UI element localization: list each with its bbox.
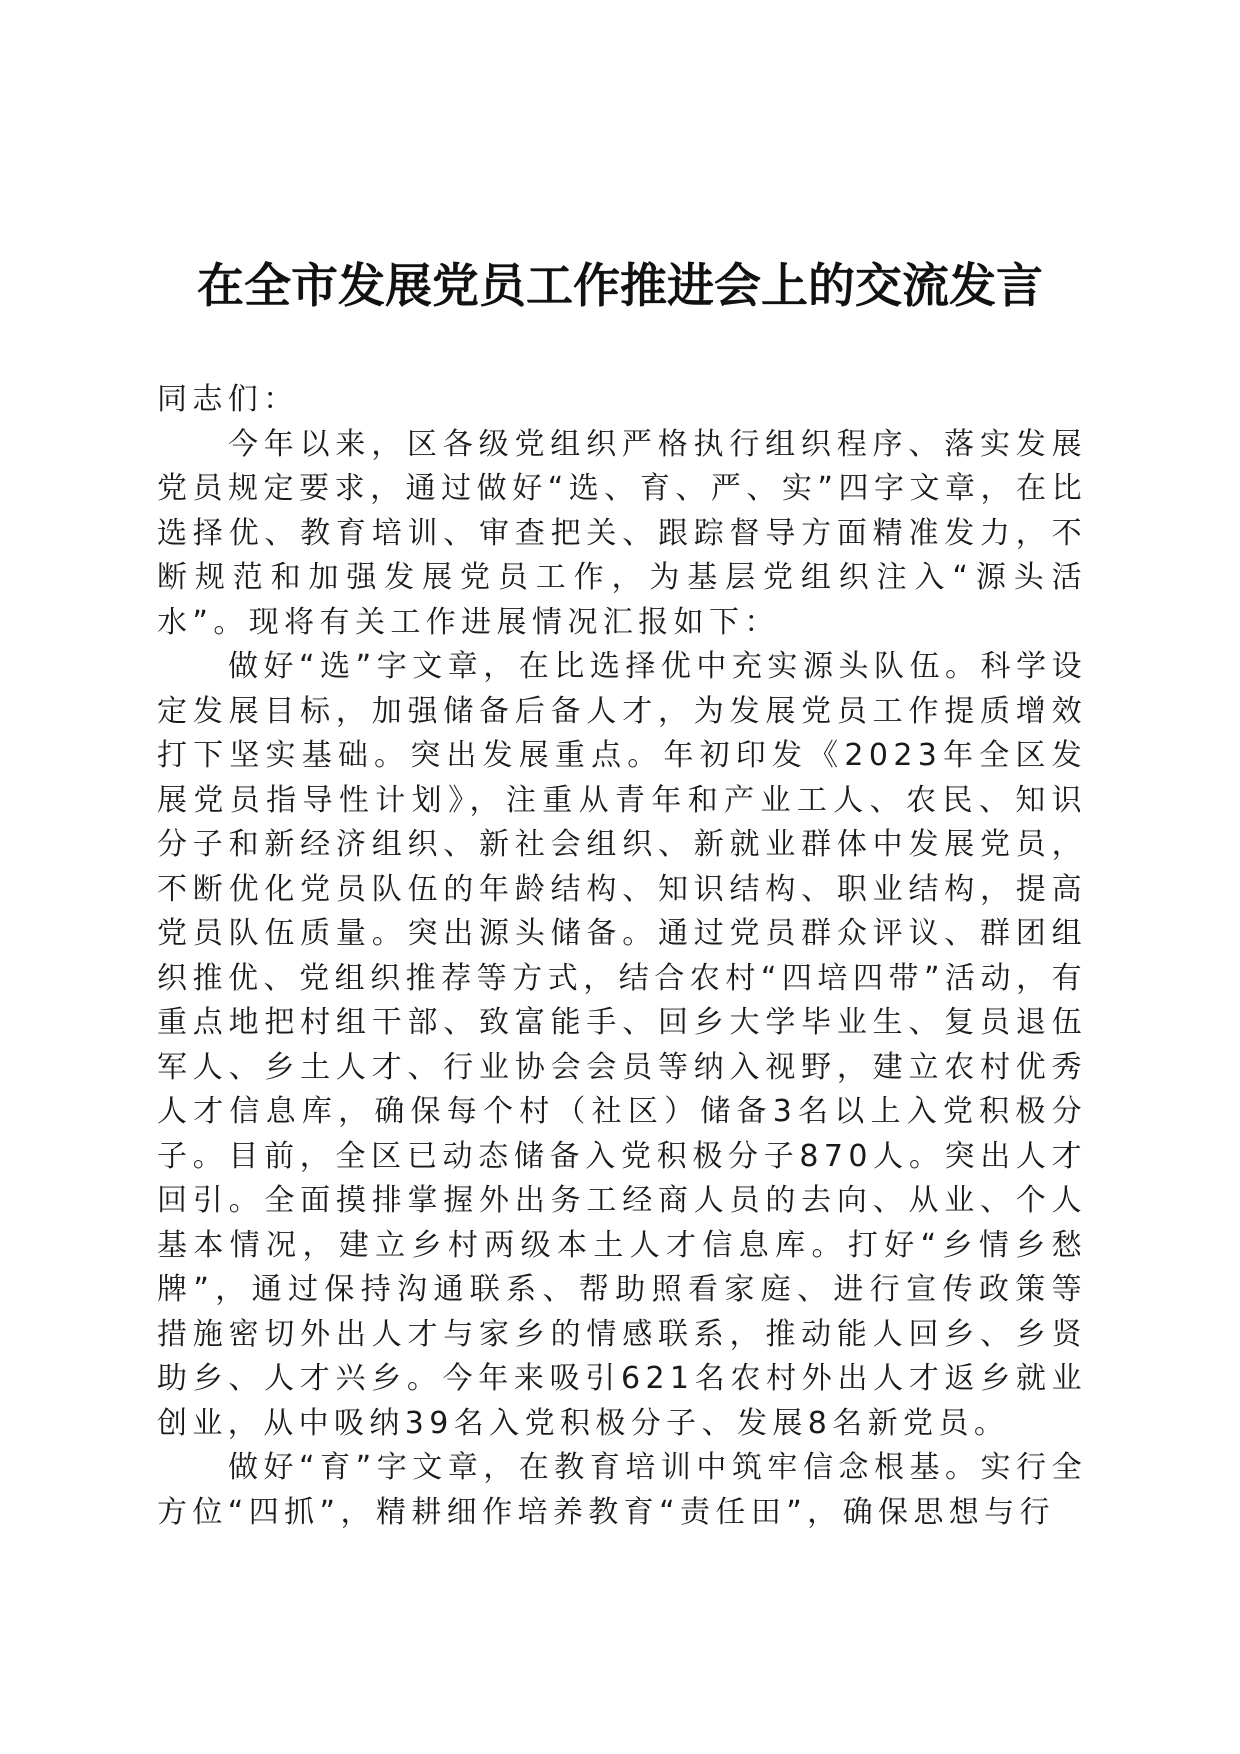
document-body xyxy=(157,378,1087,1535)
salutation: 同志们： xyxy=(157,382,299,417)
paragraph-select: 做好“选”字文章，在比选择优中充实源头队伍。科学设定发展目标，加强储备后备人才，为发展党员工作提质增效打下坚实基础。突出发展重点。年初印发《2023年全区发展党员指导性计划》，注重从青年和产业工人、农民、知识分子和新经济组织、新社会组织、新就业群体中发展党员，不断优化党员队伍的年龄结构、知识结构、职业结构，提高党员队伍质量。突出源头储备。通过党员群众评议、群团组织推优、党组织推荐等方式，结合农村“四培四带”活动，有重点地把村组干部、致富能手、回乡大学毕业生、复员退伍军人、乡土人才、行业协会会员等纳入视野，建立农村优秀人才信息库，确保每个村（社区）储备3名以上入党积极分子。目前，全区已动态储备入党积极分子870人。突出人才回引。全面摸排掌握外出务工经商人员的去向、从业、个人基本情况，建立乡村两级本土人才信息库。打好“乡情乡愁牌”，通过保持沟通联系、帮助照看家庭、进行宣传政策等措施密切外出人才与家乡的情感联系，推动能人回乡、乡贤助乡、人才兴乡。今年来吸引621名农村外出人才返乡就业创业，从中吸纳39名入党积极分子、发展8名新党员。 xyxy=(157,649,1087,1441)
paragraph-intro: 今年以来，区各级党组织严格执行组织程序、落实发展党员规定要求，通过做好“选、育、严、实”四字文章，在比选择优、教育培训、审查把关、跟踪督导方面精准发力，不断规范和加强发展党员工作，为基层党组织注入“源头活水”。现将有关工作进展情况汇报如下： xyxy=(157,426,1087,640)
document-title: 在全市发展党员工作推进会上的交流发言 xyxy=(197,259,1043,314)
paragraph-educate: 做好“育”字文章，在教育培训中筑牢信念根基。实行全方位“四抓”，精耕细作培养教育“责任田”，确保思想与行 xyxy=(157,1450,1087,1530)
